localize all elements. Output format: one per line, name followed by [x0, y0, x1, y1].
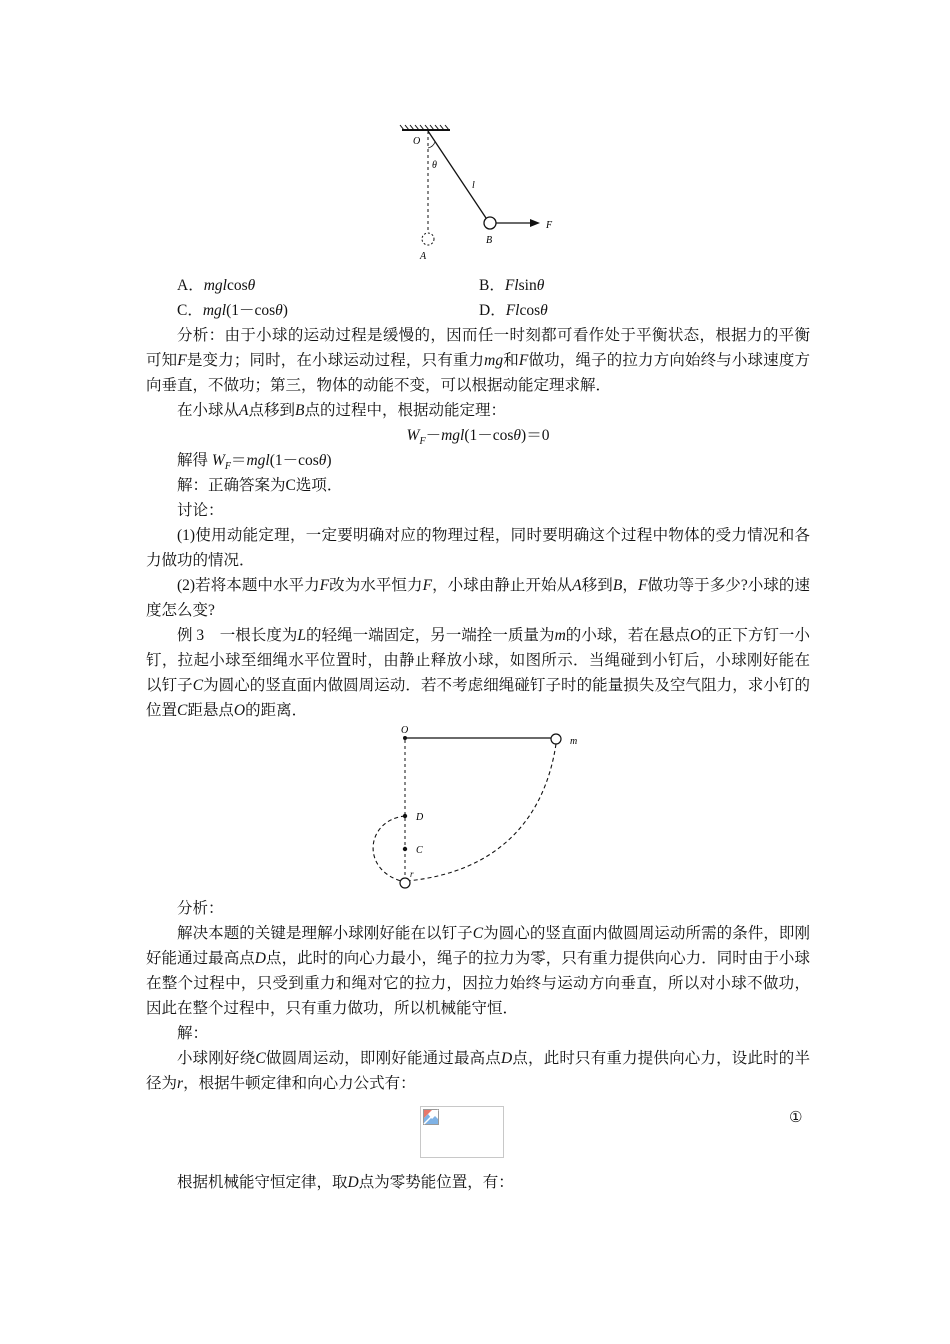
- label-o2: O: [401, 725, 409, 736]
- discussion-item-2: (2)若将本题中水平力F改为水平恒力F，小球由静止开始从A移到B，F做功等于多少?小球的速度怎么变?: [146, 577, 810, 619]
- label-m: m: [570, 736, 578, 747]
- ball-b: [484, 217, 496, 229]
- equation-number: ①: [789, 1108, 803, 1126]
- label-l: l: [472, 180, 475, 191]
- label-o: O: [413, 136, 421, 147]
- point-d: [403, 814, 407, 818]
- example-3-problem: 例 3 一根长度为L的轻绳一端固定，另一端拴一质量为m的小球，若在悬点O的正下方钉一小钉，拉起小球至细绳水平位置时，由静止释放小球，如图所示．当绳碰到小钉后，小球刚好能在以钉子C为圆心的竖直面内做圆周运动．若不考虑细绳碰钉子时的能量损失及空气阻力，求小钉的位置C距悬点O的距离．: [146, 627, 810, 719]
- point-c: [403, 847, 407, 851]
- analysis-2-body: 解决本题的关键是理解小球刚好能在以钉子C为圆心的竖直面内做圆周运动所需的条件，即刚好能通过最高点D点，此时的向心力最小，绳子的拉力为零，只有重力提供向心力．同时由于小球在整个过程中，只受到重力和绳对它的拉力，因拉力始终与运动方向垂直，所以对小球不做功，因此在整个过程中，只有重力做功，所以机械能守恒．: [146, 925, 810, 1017]
- label-r: r: [410, 869, 414, 879]
- option-c: C．mgl(1－cosθ): [177, 302, 288, 319]
- broken-equation-image: [420, 1106, 504, 1158]
- analysis-2-title: 分析：: [177, 900, 224, 917]
- discussion-title: 讨论：: [177, 502, 224, 519]
- answer-line: 解：正确答案为C选项．: [177, 477, 343, 494]
- small-circle-path: [373, 816, 405, 882]
- solution-title: 解：: [177, 1025, 209, 1042]
- string-l: [428, 131, 486, 218]
- discussion-item-1: (1)使用动能定理，一定要明确对应的物理过程，同时要明确这个过程中物体的受力情况和各力做功的情况．: [146, 527, 810, 569]
- label-d: D: [416, 812, 424, 823]
- energy-conservation-line: 根据机械能守恒定律，取D点为零势能位置，有：: [177, 1174, 514, 1191]
- label-theta: θ: [432, 160, 437, 171]
- label-a: A: [420, 251, 427, 262]
- nail-pendulum-figure: [360, 722, 600, 894]
- process-line: 在小球从A点移到B点的过程中，根据动能定理：: [177, 402, 506, 419]
- pendulum-figure: [380, 120, 580, 270]
- broken-image-icon: [423, 1109, 439, 1125]
- option-d: D．Flcosθ: [479, 302, 548, 319]
- label-b: B: [486, 235, 493, 246]
- label-f: F: [546, 220, 553, 231]
- solve-line: 解得 $W_F=mgl(1-\cos\theta)$: [177, 452, 332, 473]
- label-c: C: [416, 845, 423, 856]
- swing-path: [407, 744, 556, 881]
- ball-a-dashed: [422, 233, 434, 245]
- ball-bottom: [400, 878, 410, 888]
- ball-m: [551, 734, 561, 744]
- equation-work-energy: $W_F-mgl(1-\cos\theta)=0$: [406, 427, 550, 448]
- analysis-paragraph-1: 分析：由于小球的运动过程是缓慢的，因而任一时刻都可看作处于平衡状态，根据力的平衡可知F是变力；同时，在小球运动过程，只有重力mg和F做功，绳子的拉力方向始终与小球速度方向垂直，不做功；第三，物体的动能不变，可以根据动能定理求解．: [146, 327, 810, 394]
- option-a: A．mglcosθ: [177, 277, 256, 294]
- solution-body: 小球刚好绕C做圆周运动，即刚好能通过最高点D点，此时只有重力提供向心力，设此时的半径为r，根据牛顿定律和向心力公式有：: [146, 1050, 810, 1092]
- option-b: B．Flsinθ: [479, 277, 545, 294]
